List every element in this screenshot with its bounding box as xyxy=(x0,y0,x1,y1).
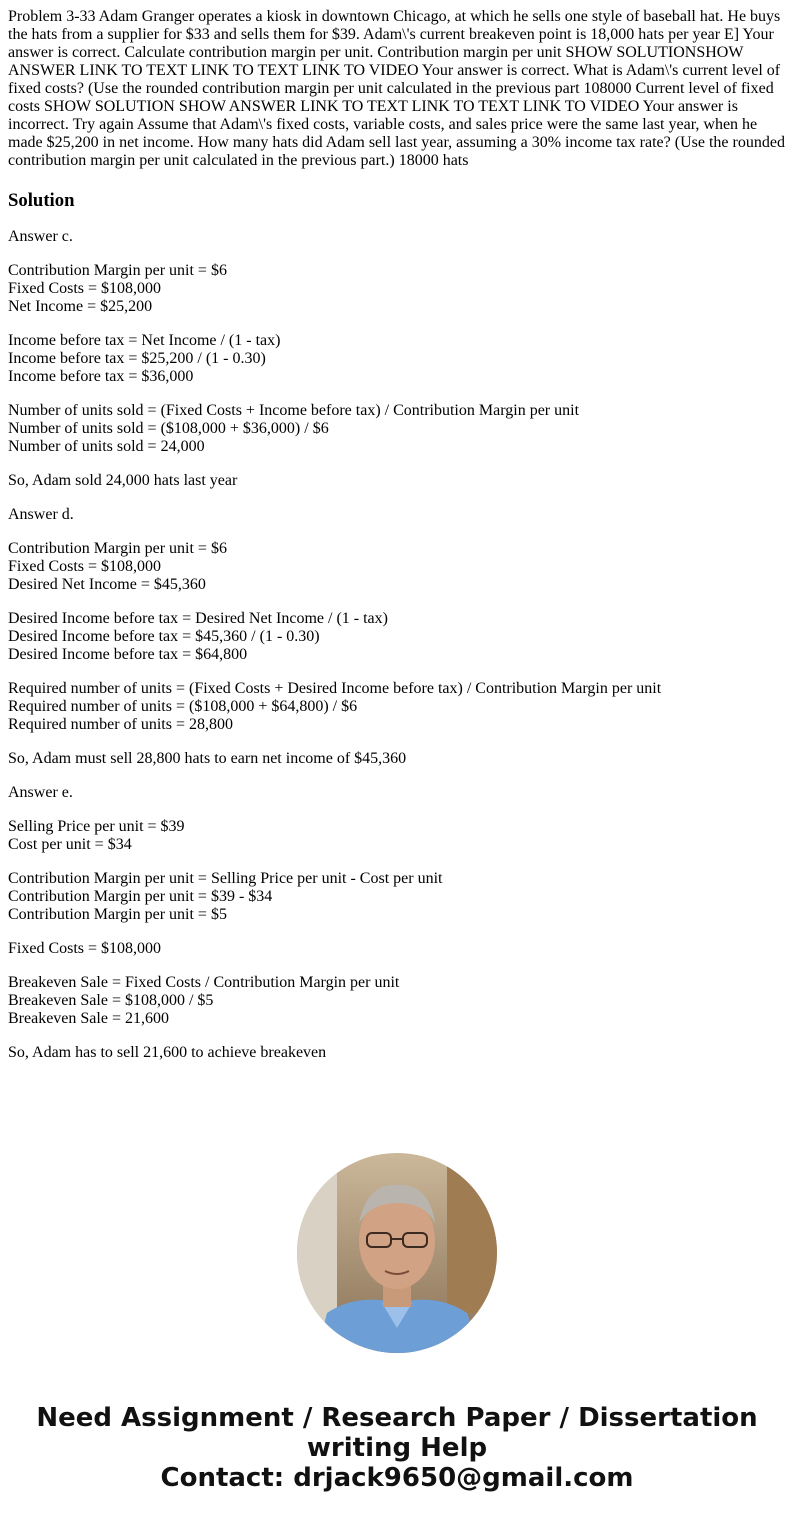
solution-line: Desired Income before tax = $64,800 xyxy=(8,646,248,663)
solution-line: So, Adam must sell 28,800 hats to earn net income of $45,360 xyxy=(8,750,407,767)
promo-line-2: writing Help xyxy=(306,1433,488,1463)
solution-line: Desired Income before tax = Desired Net Income / (1 - tax) xyxy=(8,610,388,627)
solution-line: Income before tax = $36,000 xyxy=(8,368,194,385)
solution-paragraph xyxy=(8,332,786,386)
solution-line: Required number of units = (Fixed Costs + Desired Income before tax) / Contribution Margin per unit xyxy=(8,680,662,697)
solution-line: So, Adam has to sell 21,600 to achieve breakeven xyxy=(8,1044,327,1061)
solution-paragraph xyxy=(8,940,786,958)
solution-line: Answer d. xyxy=(8,506,74,523)
solution-line: Contribution Margin per unit = $39 - $34 xyxy=(8,888,273,905)
author-avatar xyxy=(297,1153,497,1353)
solution-line: Number of units sold = 24,000 xyxy=(8,438,205,455)
solution-line: Cost per unit = $34 xyxy=(8,836,132,853)
solution-line: Number of units sold = ($108,000 + $36,000) / $6 xyxy=(8,420,329,437)
solution-line: Answer e. xyxy=(8,784,73,801)
solution-line: Contribution Margin per unit = $6 xyxy=(8,262,227,279)
solution-paragraph xyxy=(8,506,786,524)
solution-body xyxy=(8,228,786,1062)
solution-line: Contribution Margin per unit = $5 xyxy=(8,906,227,923)
solution-paragraph xyxy=(8,540,786,594)
solution-paragraph xyxy=(8,262,786,316)
solution-line: Required number of units = ($108,000 + $64,800) / $6 xyxy=(8,698,358,715)
solution-paragraph xyxy=(8,472,786,490)
promo-line-1: Need Assignment / Research Paper / Dissertation xyxy=(36,1403,758,1433)
promo-banner xyxy=(0,1403,794,1493)
solution-line: Fixed Costs = $108,000 xyxy=(8,558,162,575)
solution-paragraph xyxy=(8,1044,786,1062)
solution-line: Contribution Margin per unit = Selling Price per unit - Cost per unit xyxy=(8,870,443,887)
solution-paragraph xyxy=(8,784,786,802)
solution-paragraph xyxy=(8,610,786,664)
solution-paragraph xyxy=(8,818,786,854)
solution-paragraph xyxy=(8,228,786,246)
solution-line: Answer c. xyxy=(8,228,73,245)
solution-heading: Solution xyxy=(8,190,75,211)
solution-line: Breakeven Sale = $108,000 / $5 xyxy=(8,992,214,1009)
solution-line: Desired Income before tax = $45,360 / (1 - 0.30) xyxy=(8,628,320,645)
solution-paragraph xyxy=(8,870,786,924)
solution-line: Required number of units = 28,800 xyxy=(8,716,233,733)
solution-line: Desired Net Income = $45,360 xyxy=(8,576,206,593)
promo-contact-line: Contact: drjack9650@gmail.com xyxy=(160,1463,634,1493)
solution-line: Contribution Margin per unit = $6 xyxy=(8,540,227,557)
solution-line: Fixed Costs = $108,000 xyxy=(8,940,162,957)
solution-line: Net Income = $25,200 xyxy=(8,298,153,315)
problem-statement: Problem 3-33 Adam Granger operates a kiosk in downtown Chicago, at which he sells one style of baseball hat. He buys the hats from a supplier for $33 and sells them for $39. Adam\'s current breakeven point is 18,000 hats per year E] Your answer is correct. Calculate contribution margin per unit. Contribution margin per unit SHOW SOLUTIONSHOW ANSWER LINK TO TEXT LINK TO TEXT LINK TO VIDEO Your answer is correct. What is Adam\'s current level of fixed costs? (Use the rounded contribution margin per unit calculated in the previous part 108000 Current level of fixed costs SHOW SOLUTION SHOW ANSWER LINK TO TEXT LINK TO TEXT LINK TO VIDEO Your answer is incorrect. Try again Assume that Adam\'s fixed costs, variable costs, and sales price were the same last year, when he made $25,200 in net income. How many hats did Adam sell last year, assuming a 30% income tax rate? (Use the rounded contribution margin per unit calculated in the previous part.) 18000 hats xyxy=(8,8,785,169)
solution-line: Breakeven Sale = 21,600 xyxy=(8,1010,169,1027)
solution-line: Selling Price per unit = $39 xyxy=(8,818,185,835)
solution-line: Breakeven Sale = Fixed Costs / Contribution Margin per unit xyxy=(8,974,400,991)
solution-paragraph xyxy=(8,680,786,734)
solution-line: So, Adam sold 24,000 hats last year xyxy=(8,472,238,489)
author-portrait-image xyxy=(297,1153,497,1353)
solution-paragraph xyxy=(8,402,786,456)
solution-paragraph xyxy=(8,750,786,768)
solution-line: Number of units sold = (Fixed Costs + Income before tax) / Contribution Margin per unit xyxy=(8,402,580,419)
solution-line: Income before tax = Net Income / (1 - tax) xyxy=(8,332,281,349)
solution-line: Income before tax = $25,200 / (1 - 0.30) xyxy=(8,350,266,367)
solution-paragraph xyxy=(8,974,786,1028)
solution-line: Fixed Costs = $108,000 xyxy=(8,280,162,297)
